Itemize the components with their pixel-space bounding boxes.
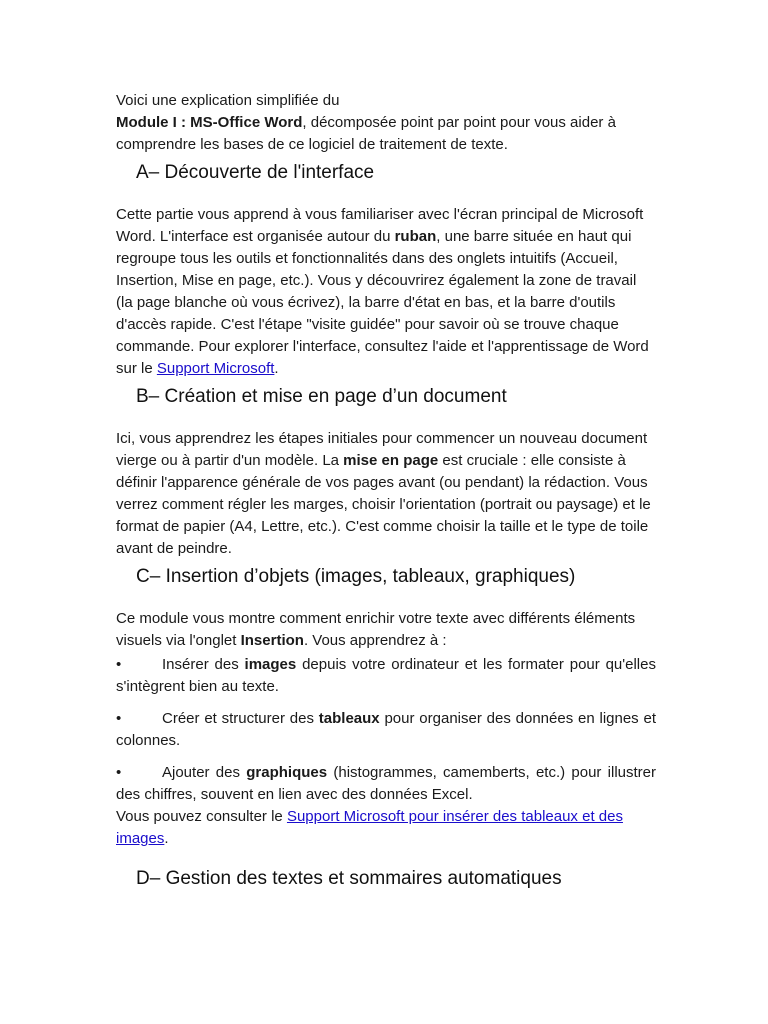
section-c-text-1: Ce module vous montre comment enrichir votre texte avec différents éléments visuels via l'onglet <box>116 610 636 649</box>
consult-paragraph <box>116 806 656 850</box>
consult-text: Vous pouvez consulter le <box>116 808 287 825</box>
bullet-1-pre: Insérer des <box>162 656 245 673</box>
section-c-bold-insertion: Insertion <box>240 632 304 649</box>
document-page <box>116 90 656 892</box>
intro-rest: , décomposée point par point pour vous aider à comprendre les bases de ce logiciel de traitement de texte. <box>116 114 616 153</box>
consult-end: . <box>164 830 169 847</box>
bullet-1-post: depuis votre ordinateur et les formater pour qu'elles s'intègrent bien au texte. <box>116 656 656 695</box>
section-b-text-2: est cruciale : elle consiste à définir l'apparence générale de vos pages avant (ou pendant) la rédaction. Vous verrez comment régler les marges, choisir l'orientation (portrait ou paysage) et le format de papier (A4, Lettre, etc.). C'est comme choisir la taille et le type de toile avant de peindre. <box>116 452 651 557</box>
heading-section-a: A– Découverte de l'interface <box>136 162 375 183</box>
section-a-paragraph <box>116 204 656 380</box>
section-a-bold-ruban: ruban <box>394 228 437 245</box>
section-b-paragraph <box>116 428 656 560</box>
section-c-text-2: . Vous apprendrez à : <box>303 632 447 649</box>
bullet-dot: • <box>116 764 122 781</box>
section-a-text-2: , une barre située en haut qui regroupe tous les outils et fonctionnalités dans des onglets intuitifs (Accueil, Insertion, Mise en page, etc.). Vous y découvrirez également la zone de travail (la page blanche où vous écrivez), la barre d'état en bas, et la barre d'outils d'accès rapide. C'est l'étape "visite guidée" pour savoir où se trouve chaque commande. Pour explorer l'interface, consultez l'aide et l'apprentissage de Word sur le <box>116 228 649 377</box>
intro-paragraph <box>116 90 656 156</box>
heading-section-c: C– Insertion d’objets (images, tableaux, graphiques) <box>136 566 576 587</box>
bullet-dot: • <box>116 710 122 727</box>
bullet-3-bold: graphiques <box>246 764 328 781</box>
support-microsoft-link[interactable]: Support Microsoft <box>156 360 275 377</box>
bullet-3-post: (histogrammes, camemberts, etc.) pour illustrer des chiffres, souvent en lien avec des données Excel. <box>116 764 657 803</box>
intro-line1: Voici une explication simplifiée du <box>116 92 340 109</box>
bullet-2-post: pour organiser des données en lignes et colonnes. <box>116 710 657 749</box>
section-b-text-1: Ici, vous apprendrez les étapes initiales pour commencer un nouveau document vierge ou à partir d'un modèle. La <box>116 430 648 469</box>
section-a-end: . <box>274 360 279 377</box>
list-item <box>116 708 656 752</box>
bullet-2-bold: tableaux <box>318 710 380 727</box>
heading-section-d: D– Gestion des textes et sommaires automatiques <box>136 868 562 889</box>
bullet-dot: • <box>116 656 122 673</box>
list-item <box>116 762 656 806</box>
support-insert-link[interactable]: Support Microsoft pour insérer des tableaux et des images <box>116 808 623 847</box>
heading-section-b: B– Création et mise en page d’un document <box>136 386 507 407</box>
bullet-1-bold: images <box>244 656 297 673</box>
bullet-2-pre: Créer et structurer des <box>162 710 319 727</box>
module-title: Module I : MS-Office Word <box>116 114 303 131</box>
section-a-text-1: Cette partie vous apprend à vous familiariser avec l'écran principal de Microsoft Word. L'interface est organisée autour du <box>116 206 644 245</box>
section-c-paragraph <box>116 608 656 652</box>
bullet-3-pre: Ajouter des <box>162 764 247 781</box>
section-b-bold: mise en page <box>343 452 439 469</box>
list-item <box>116 654 656 698</box>
